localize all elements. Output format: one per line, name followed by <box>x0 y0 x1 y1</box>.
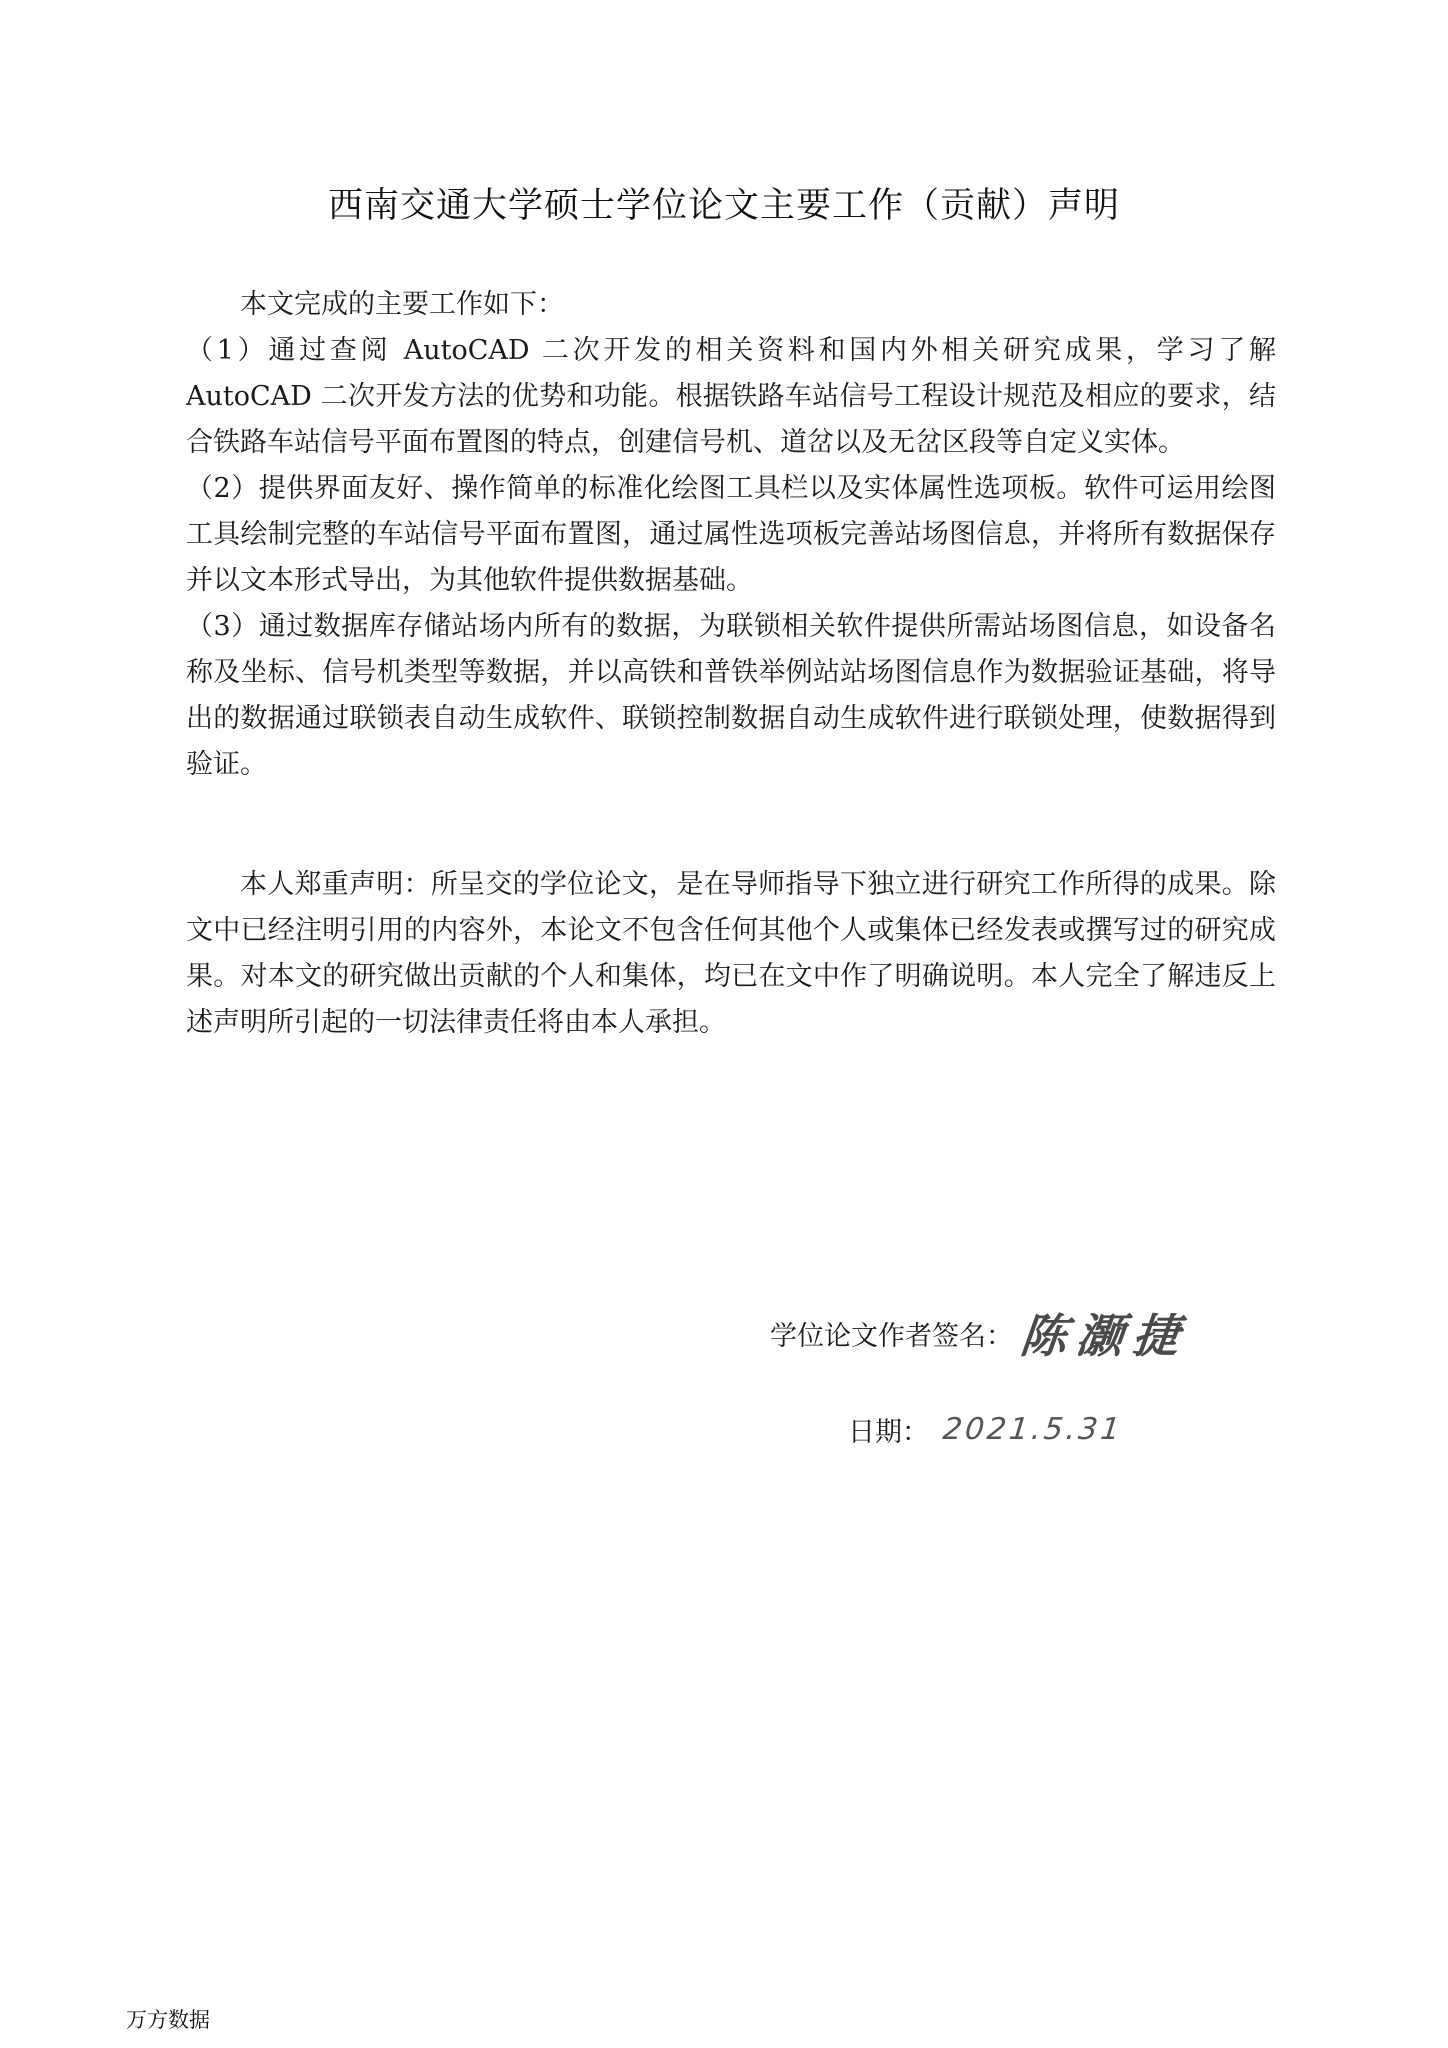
intro-paragraph: 本文完成的主要工作如下： <box>240 289 564 320</box>
declaration-paragraph: 本人郑重声明：所呈交的学位论文，是在导师指导下独立进行研究工作所得的成果。除文中已经注明引用的内容外，本论文不包含任何其他个人或集体已经发表或撰写过的研究成果。对本文的研究做出贡献的个人和集体，均已在文中作了明确说明。本人完全了解违反上述声明所引起的一切法律责任将由本人承担。 <box>186 869 1276 1038</box>
work-items-list <box>186 328 1276 788</box>
watermark-text: 万方数据 <box>126 2008 210 2032</box>
date-row <box>848 1410 1123 1449</box>
date-label: 日期： <box>848 1417 929 1448</box>
work-item-1: （1）通过查阅 AutoCAD 二次开发的相关资料和国内外相关研究成果，学习了解 AutoCAD 二次开发方法的优势和功能。根据铁路车站信号工程设计规范及相应的要求，结合铁路车站信号平面布置图的特点，创建信号机、道岔以及无岔区段等自定义实体。 <box>186 335 1276 458</box>
page-title: 西南交通大学硕士学位论文主要工作（贡献）声明 <box>327 186 1120 226</box>
handwritten-date: 2021.5.31 <box>941 1412 1125 1447</box>
handwritten-signature: 陈灏捷 <box>1017 1309 1192 1363</box>
signature-row <box>770 1300 1192 1366</box>
work-item-2: （2）提供界面友好、操作简单的标准化绘图工具栏以及实体属性选项板。软件可运用绘图工具绘制完整的车站信号平面布置图，通过属性选项板完善站场图信息，并将所有数据保存并以文本形式导出，为其他软件提供数据基础。 <box>186 473 1276 596</box>
signature-label: 学位论文作者签名： <box>770 1320 1013 1352</box>
work-item-3: （3）通过数据库存储站场内所有的数据，为联锁相关软件提供所需站场图信息，如设备名称及坐标、信号机类型等数据，并以高铁和普铁举例站站场图信息作为数据验证基础，将导出的数据通过联锁表自动生成软件、联锁控制数据自动生成软件进行联锁处理，使数据得到验证。 <box>186 611 1276 780</box>
